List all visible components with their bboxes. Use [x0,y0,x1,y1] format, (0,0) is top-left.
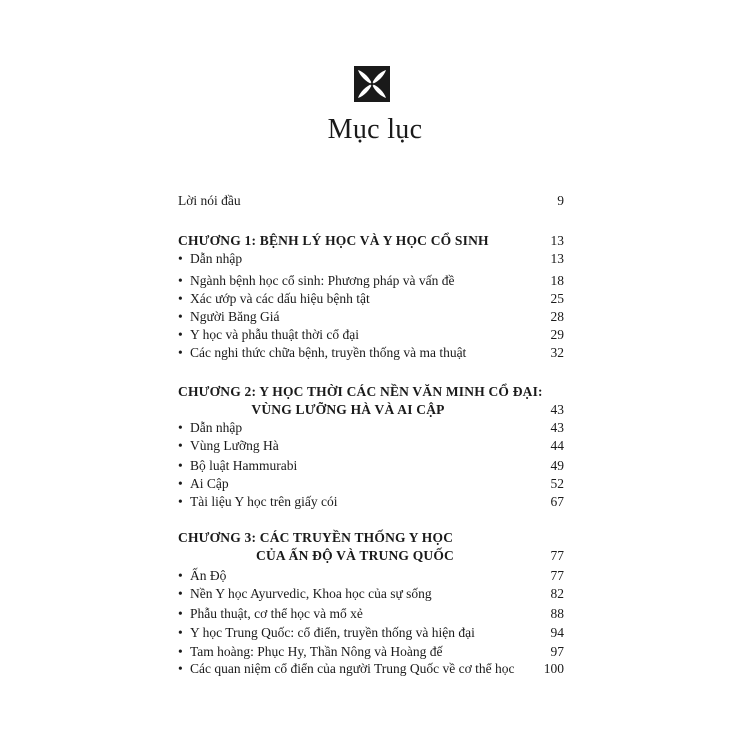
chapter-2-heading-line1[interactable] [178,383,564,401]
toc-entry[interactable] [178,475,564,493]
toc-entry-page: 67 [550,494,564,509]
chapter-title-line2: VÙNG LƯỠNG HÀ VÀ AI CẬP [251,402,445,417]
toc-entry-page: 29 [550,327,564,342]
toc-entry-label: Các nghi thức chữa bệnh, truyền thống và ma thuật [190,345,467,360]
toc-entry-label: Tam hoàng: Phục Hy, Thần Nông và Hoàng đế [190,644,443,659]
toc-entry-page: 82 [550,586,564,601]
toc-entry[interactable] [178,457,564,475]
bullet-icon: • [178,476,183,491]
toc-entry-preface[interactable] [178,192,564,210]
toc-entry-label: Dẫn nhập [190,420,243,435]
toc-entry[interactable] [178,605,564,623]
chapter-page: 13 [550,233,564,248]
toc-entry-page: 94 [550,625,564,640]
toc-entry-label: Vùng Lưỡng Hà [190,438,279,453]
toc-entry-label: Y học và phẫu thuật thời cổ đại [190,327,359,342]
toc-entry-page: 77 [550,568,564,583]
bullet-icon: • [178,661,183,676]
bullet-icon: • [178,345,183,360]
toc-entry-page: 43 [550,420,564,435]
four-petal-ornament-icon [354,66,390,102]
toc-entry[interactable] [178,290,564,308]
toc-entry[interactable] [178,660,564,678]
toc-entry[interactable] [178,643,564,661]
toc-entry[interactable] [178,624,564,642]
toc-entry-page: 97 [550,644,564,659]
toc-entry-page: 18 [550,273,564,288]
toc-entry-label: Phẫu thuật, cơ thể học và mổ xẻ [190,606,363,621]
chapter-3-heading-line1[interactable] [178,529,564,547]
toc-entry-page: 13 [550,251,564,266]
toc-entry-label: Ai Cập [190,476,229,491]
toc-entry[interactable] [178,567,564,585]
toc-entry-label: Bộ luật Hammurabi [190,458,298,473]
bullet-icon: • [178,273,183,288]
toc-entry[interactable] [178,437,564,455]
bullet-icon: • [178,586,183,601]
toc-entry[interactable] [178,344,564,362]
toc-entry[interactable] [178,585,564,603]
toc-entry[interactable] [178,326,564,344]
toc-entry-page: 52 [550,476,564,491]
toc-entry[interactable] [178,493,564,511]
toc-entry-label: Người Băng Giá [190,309,280,324]
bullet-icon: • [178,494,183,509]
chapter-title-line1: CHƯƠNG 3: CÁC TRUYỀN THỐNG Y HỌC [178,530,454,545]
chapter-title-line1: CHƯƠNG 2: Y HỌC THỜI CÁC NỀN VĂN MINH CỔ ĐẠI: [178,384,543,399]
toc-entry-page: 9 [557,193,564,208]
bullet-icon: • [178,309,183,324]
chapter-page: 77 [550,548,564,563]
toc-entry-page: 44 [550,438,564,453]
toc-entry-label: Y học Trung Quốc: cổ điển, truyền thống và hiện đại [190,625,475,640]
chapter-1-heading[interactable] [178,232,564,250]
bullet-icon: • [178,291,183,306]
bullet-icon: • [178,438,183,453]
toc-entry-label: Tài liệu Y học trên giấy cói [190,494,338,509]
toc-entry[interactable] [178,308,564,326]
toc-entry-page: 49 [550,458,564,473]
toc-entry-label: Xác ướp và các dấu hiệu bệnh tật [190,291,370,306]
bullet-icon: • [178,606,183,621]
toc-entry-page: 100 [543,661,564,676]
bullet-icon: • [178,644,183,659]
bullet-icon: • [178,458,183,473]
bullet-icon: • [178,251,183,266]
toc-entry[interactable] [178,250,564,268]
toc-entry-page: 32 [550,345,564,360]
chapter-title-line2: CỦA ẤN ĐỘ VÀ TRUNG QUỐC [256,548,454,563]
toc-entry-page: 28 [550,309,564,324]
bullet-icon: • [178,625,183,640]
toc-entry[interactable] [178,272,564,290]
page-title: Mục lục [327,114,423,145]
bullet-icon: • [178,327,183,342]
toc-entry-label: Ngành bệnh học cổ sinh: Phương pháp và vấn đề [190,273,455,288]
toc-entry-label: Ấn Độ [190,568,227,583]
chapter-3-heading-line2[interactable] [178,547,564,565]
toc-entry-page: 25 [550,291,564,306]
toc-entry-label: Dẫn nhập [190,251,243,266]
bullet-icon: • [178,420,183,435]
toc-entry-label: Lời nói đầu [178,193,241,208]
toc-entry-label: Nền Y học Ayurvedic, Khoa học của sự sống [190,586,432,601]
chapter-page: 43 [550,402,564,417]
toc-entry-label: Các quan niệm cổ điển của người Trung Quốc về cơ thể học [190,661,515,676]
chapter-title: CHƯƠNG 1: BỆNH LÝ HỌC VÀ Y HỌC CỔ SINH [178,233,489,248]
chapter-2-heading-line2[interactable] [178,401,564,419]
toc-entry[interactable] [178,419,564,437]
toc-entry-page: 88 [550,606,564,621]
bullet-icon: • [178,568,183,583]
